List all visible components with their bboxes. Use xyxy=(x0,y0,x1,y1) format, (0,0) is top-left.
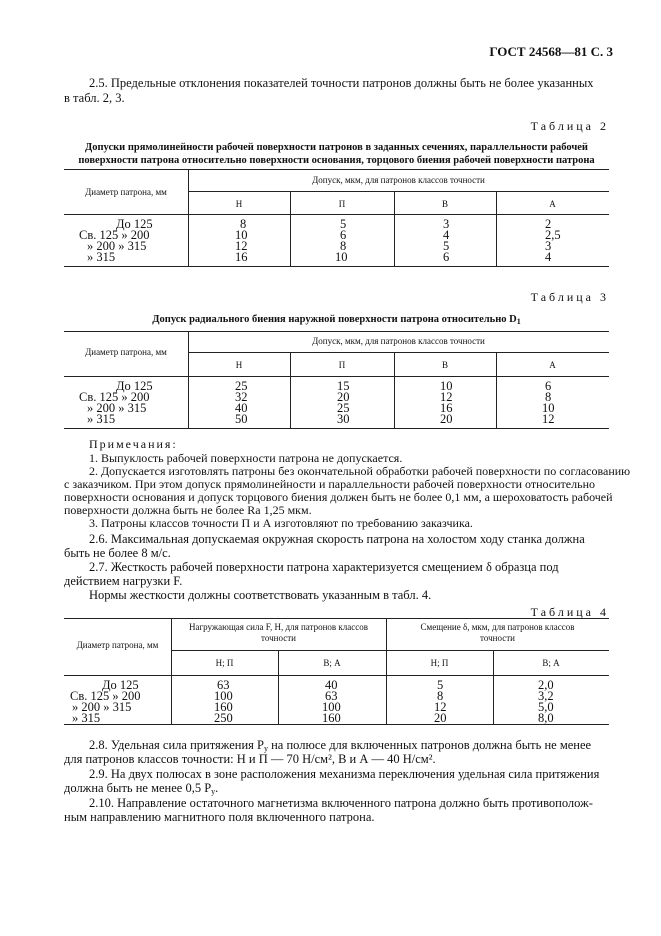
table3-row1-a: 6 xyxy=(545,379,552,393)
note-2-line2: с заказчиком. При этом допуск прямолинейности и параллельности рабочей поверхности относительно xyxy=(64,477,595,491)
table2-row1-p: 5 xyxy=(340,217,347,231)
table4-row2-diameter: Св. 125 » 200 xyxy=(70,689,141,703)
table4-col-force-line1: Нагружающая сила F, Н, для патронов классов xyxy=(188,622,369,632)
table4-row4-force-va: 160 xyxy=(322,711,341,725)
table4-sub-force-va: В; А xyxy=(323,658,341,668)
table3-row1-n: 25 xyxy=(235,379,248,393)
table2-row3-n: 12 xyxy=(235,239,248,253)
p28-text-a: 2.8. Удельная сила притяжения P xyxy=(89,738,264,752)
paragraph-2-7-line1: 2.7. Жесткость рабочей поверхности патрона характеризуется смещением δ образца под xyxy=(89,560,559,574)
table3-row2-diameter: Св. 125 » 200 xyxy=(79,390,150,404)
table4-col-disp-line2: точности xyxy=(480,633,515,643)
page-header: ГОСТ 24568—81 С. 3 xyxy=(489,44,613,59)
table4-row4-disp-va: 8,0 xyxy=(538,711,554,725)
table4-col-force xyxy=(171,622,386,644)
table3-class-n: Н xyxy=(235,360,243,370)
table3-row3-diameter: » 200 » 315 xyxy=(87,401,147,415)
table3-row3-a: 10 xyxy=(542,401,555,415)
table3-row2-a: 8 xyxy=(545,390,552,404)
table4-row1-diameter: До 125 xyxy=(102,678,139,692)
table3-row1-v: 10 xyxy=(440,379,453,393)
table4-row1-force-np: 63 xyxy=(217,678,230,692)
table2-row4-n: 16 xyxy=(235,250,248,264)
table2-row2-diameter: Св. 125 » 200 xyxy=(79,228,150,242)
paragraph-2-8-line2: для патронов классов точности: Н и П — 70 Н/см², В и А — 40 Н/см². xyxy=(64,752,436,766)
table4-row3-force-va: 100 xyxy=(322,700,341,714)
paragraph-2-10-line1: 2.10. Направление остаточного магнетизма включенного патрона должно быть противополож- xyxy=(89,796,593,810)
p28-subscript: у xyxy=(263,744,268,753)
table3-title xyxy=(64,313,609,328)
table4-label: Таблица 4 xyxy=(530,605,609,619)
table3-col-diameter: Диаметр патрона, мм xyxy=(85,347,167,357)
table3-row3-p: 25 xyxy=(337,401,350,415)
p29-text-b: . xyxy=(215,781,219,795)
table3-class-a: А xyxy=(549,360,556,370)
table2-row3-diameter: » 200 » 315 xyxy=(87,239,147,253)
table2-col-diameter: Диаметр патрона, мм xyxy=(85,187,167,197)
table2-row2-v: 4 xyxy=(443,228,450,242)
table2-title-line1: Допуски прямолинейности рабочей поверхности патронов в заданных сечениях, параллельности рабочей xyxy=(85,142,588,153)
table2-row3-p: 8 xyxy=(340,239,347,253)
paragraph-2-6-line1: 2.6. Максимальная допускаемая окружная скорость патрона на холостом ходу станка должна xyxy=(89,532,585,546)
table2-row4-p: 10 xyxy=(335,250,348,264)
note-1: 1. Выпуклость рабочей поверхности патрона не допускается. xyxy=(89,451,403,465)
table4-row2-disp-np: 8 xyxy=(437,689,444,703)
paragraph-2-5-line1: 2.5. Предельные отклонения показателей точности патронов должны быть не более указанных xyxy=(89,76,594,90)
paragraph-2-10-line2: ным направлению магнитного поля включенного патрона. xyxy=(64,810,375,824)
paragraph-2-9-line1: 2.9. На двух полюсах в зоне расположения механизма переключения удельная сила притяжения xyxy=(89,767,600,781)
note-2-line3: поверхности основания и допуск торцового биения должен быть не более 0,1 мм, а шероховатость рабочей xyxy=(64,490,613,504)
table4-col-force-line2: точности xyxy=(261,633,296,643)
note-2-line4: поверхности должна быть не более Ra 1,25 мкм. xyxy=(64,503,312,517)
table3-row2-n: 32 xyxy=(235,390,248,404)
table2-title xyxy=(64,141,609,167)
table3-row4-a: 12 xyxy=(542,412,555,426)
paragraph-2-7-line2: действием нагрузки F. xyxy=(64,574,183,588)
table4-row1-disp-va: 2,0 xyxy=(538,678,554,692)
table4-row3-disp-np: 12 xyxy=(434,700,447,714)
table2-row4-a: 4 xyxy=(545,250,552,264)
table3-row1-diameter: До 125 xyxy=(116,379,153,393)
table3-row2-v: 12 xyxy=(440,390,453,404)
table2-col-group: Допуск, мкм, для патронов классов точности xyxy=(312,175,485,185)
table4-row1-disp-np: 5 xyxy=(437,678,444,692)
table3-class-p: П xyxy=(338,360,346,370)
table3-row4-diameter: » 315 xyxy=(87,412,116,426)
table2-row2-p: 6 xyxy=(340,228,347,242)
table2-row4-diameter: » 315 xyxy=(87,250,116,264)
table2-row4-v: 6 xyxy=(443,250,450,264)
table4-row2-force-va: 63 xyxy=(325,689,338,703)
table4-row4-diameter: » 315 xyxy=(72,711,101,725)
table2-row3-v: 5 xyxy=(443,239,450,253)
table3-row4-n: 50 xyxy=(235,412,248,426)
note-2-line1: 2. Допускается изготовлять патроны без окончательной обработки рабочей поверхности по согласованию xyxy=(89,464,631,478)
notes-title: Примечания: xyxy=(89,437,178,451)
table4-row4-force-np: 250 xyxy=(214,711,233,725)
p29-subscript: у xyxy=(211,787,216,796)
table3-label: Таблица 3 xyxy=(530,290,609,304)
paragraph-2-7-norms: Нормы жесткости должны соответствовать указанным в табл. 4. xyxy=(89,588,432,602)
table2-class-n: Н xyxy=(235,199,243,209)
table2-row3-a: 3 xyxy=(545,239,552,253)
table3-title-text: Допуск радиального биения наружной поверхности патрона относительно D xyxy=(152,314,517,325)
note-3: 3. Патроны классов точности П и А изготовляют по требованию заказчика. xyxy=(89,516,473,530)
table3-row1-p: 15 xyxy=(337,379,350,393)
table4-row2-disp-va: 3,2 xyxy=(538,689,554,703)
table2-row2-n: 10 xyxy=(235,228,248,242)
p28-text-b: на полюсе для включенных патронов должна быть не менее xyxy=(267,738,592,752)
table4-row1-force-va: 40 xyxy=(325,678,338,692)
table3-class-v: В xyxy=(441,360,448,370)
table2-class-a: А xyxy=(549,199,556,209)
table3-row3-n: 40 xyxy=(235,401,248,415)
table4-row3-diameter: » 200 » 315 xyxy=(72,700,132,714)
paragraph-2-6-line2: быть не более 8 м/с. xyxy=(64,546,171,560)
table4-row2-force-np: 100 xyxy=(214,689,233,703)
table4-sub-disp-np: Н; П xyxy=(430,658,449,668)
table4-sub-disp-va: В; А xyxy=(542,658,560,668)
table2-row1-a: 2 xyxy=(545,217,552,231)
table4-col-disp-line1: Смещение δ, мкм, для патронов классов xyxy=(420,622,575,632)
table3-row2-p: 20 xyxy=(337,390,350,404)
table2-row1-n: 8 xyxy=(240,217,247,231)
table3-row3-v: 16 xyxy=(440,401,453,415)
table2-row1-diameter: До 125 xyxy=(116,217,153,231)
table3-row4-p: 30 xyxy=(337,412,350,426)
table4-row3-force-np: 160 xyxy=(214,700,233,714)
p29-text-a: должна быть не менее 0,5 P xyxy=(64,781,212,795)
table3-col-group: Допуск, мкм, для патронов классов точности xyxy=(312,336,485,346)
table2-row1-v: 3 xyxy=(443,217,450,231)
table2-row2-a: 2,5 xyxy=(545,228,561,242)
table2-label: Таблица 2 xyxy=(530,119,609,133)
table3-row4-v: 20 xyxy=(440,412,453,426)
table4-row3-disp-va: 5,0 xyxy=(538,700,554,714)
table4-sub-force-np: Н; П xyxy=(215,658,234,668)
table2-class-v: В xyxy=(441,199,448,209)
paragraph-2-5-line2: в табл. 2, 3. xyxy=(64,91,125,105)
table2-title-line2: поверхности патрона относительно поверхности основания, торцового биения рабочей поверхности патрона xyxy=(78,155,595,166)
table4-row4-disp-np: 20 xyxy=(434,711,447,725)
table3-title-subscript: 1 xyxy=(516,317,521,326)
table2-class-p: П xyxy=(338,199,346,209)
table4-col-displacement xyxy=(386,622,609,644)
table4-col-diameter: Диаметр патрона, мм xyxy=(76,640,159,650)
